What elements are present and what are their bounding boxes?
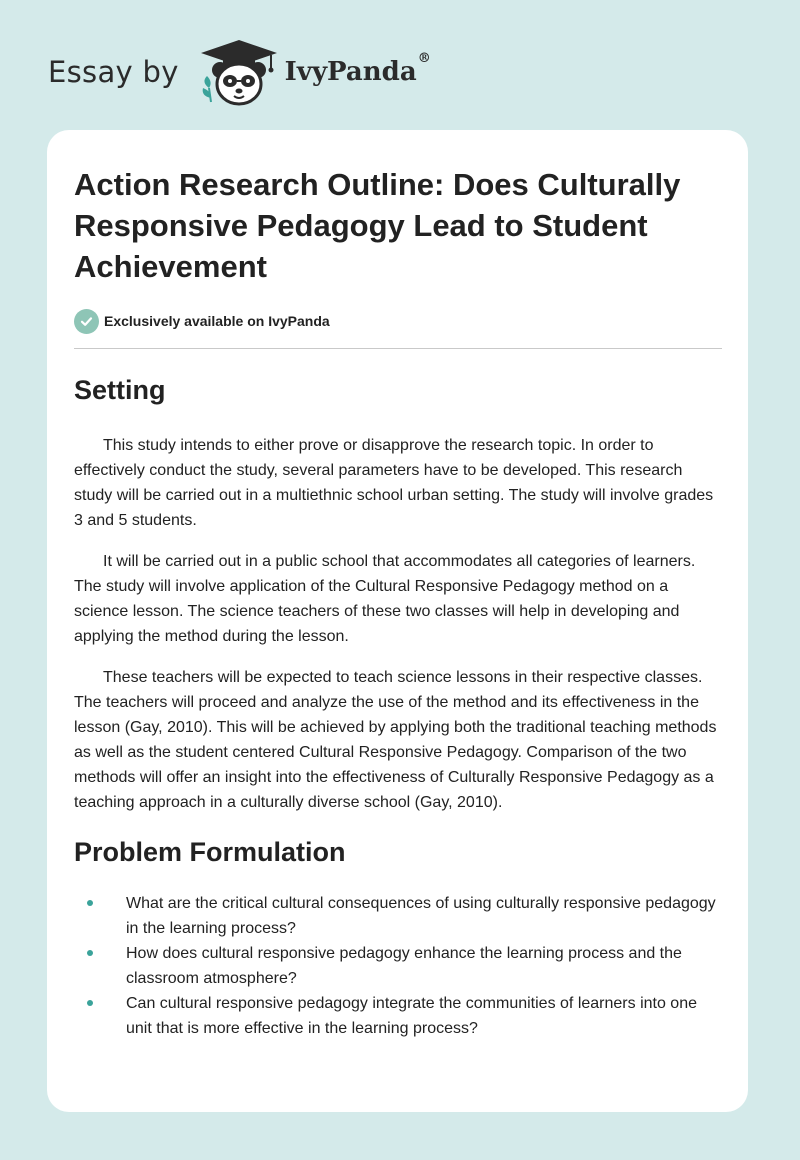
- exclusive-text: Exclusively available on IvyPanda: [104, 313, 330, 329]
- paragraph: These teachers will be expected to teach science lessons in their respective classes. The teachers will proceed and analyze the use of the method and its effectiveness in the lesson (Gay, 2010). This will be achieved by applying both the traditional teaching methods as well as the student centered Cultural Responsive Pedagogy. Comparison of the two methods will offer an insight into the effectiveness of Culturally Responsive Pedagogy as a teaching approach in a culturally diverse school (Gay, 2010).: [74, 669, 717, 811]
- divider: [74, 348, 722, 349]
- brand-prefix: Essay by: [48, 55, 179, 89]
- section-setting: [74, 373, 722, 815]
- article-title: Action Research Outline: Does Culturally Responsive Pedagogy Lead to Student Achievement: [74, 167, 681, 284]
- list-item: [74, 891, 722, 941]
- brand-name: IvyPanda®: [284, 51, 431, 87]
- section-problem-formulation: [74, 835, 722, 1041]
- list-item: [74, 941, 722, 991]
- paragraph: It will be carried out in a public school that accommodates all categories of learners. The study will involve application of the Cultural Responsive Pedagogy method on a science lesson. The science teachers of these two classes will help in developing and applying the method during the lesson.: [74, 553, 696, 645]
- section-heading-problem-formulation: Problem Formulation: [74, 837, 346, 867]
- registered-mark: ®: [417, 51, 431, 66]
- panda-graduate-icon: [195, 36, 283, 108]
- exclusive-badge: [74, 308, 722, 334]
- bullet-icon: [87, 1000, 93, 1006]
- paragraph: This study intends to either prove or disapprove the research topic. In order to effectively conduct the study, several parameters have to be developed. This research study will be carried out in a multiethnic school urban setting. The study will involve grades 3 and 5 students.: [74, 437, 714, 529]
- check-circle-icon: [74, 309, 99, 334]
- bullet-icon: [87, 900, 93, 906]
- bullet-icon: [87, 950, 93, 956]
- bullet-list: [74, 891, 722, 1041]
- list-item-text: What are the critical cultural consequences of using culturally responsive pedagogy in the learning process?: [126, 895, 716, 937]
- list-item-text: How does cultural responsive pedagogy enhance the learning process and the classroom atmosphere?: [126, 945, 682, 987]
- list-item-text: Can cultural responsive pedagogy integrate the communities of learners into one unit that is more effective in the learning process?: [126, 995, 697, 1037]
- list-item: [74, 991, 722, 1041]
- brand-header: [48, 36, 431, 108]
- section-heading-setting: Setting: [74, 375, 166, 405]
- article-card: [47, 130, 748, 1112]
